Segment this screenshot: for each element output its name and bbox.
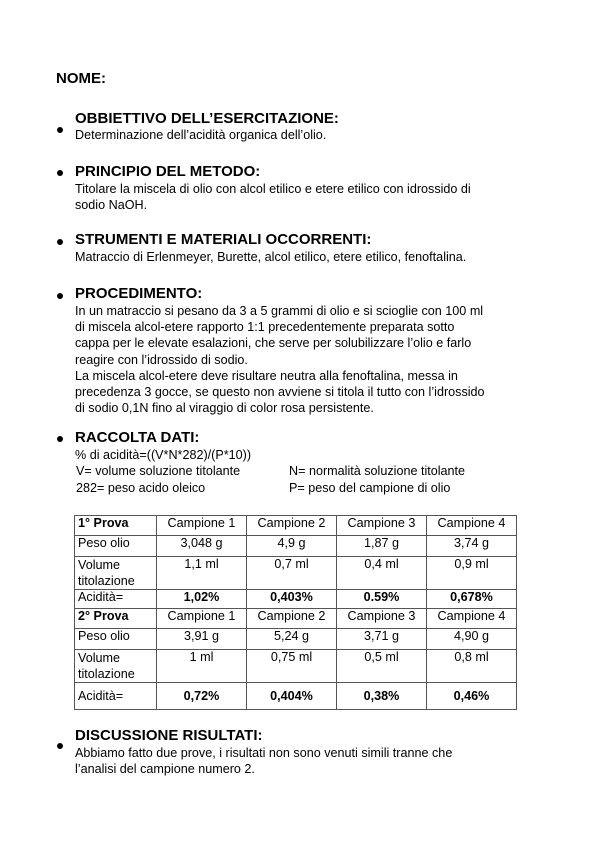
row-label-line: Volume [78,651,121,665]
section-title: DISCUSSIONE RISULTATI: [75,727,263,744]
section-title: RACCOLTA DATI: [75,429,200,446]
text-line: sodio NaOH. [75,198,148,213]
section-title: PRINCIPIO DEL METODO: [75,163,261,180]
section-title: PROCEDIMENTO: [75,285,203,302]
definitions [76,463,496,497]
table-row [75,683,517,710]
trial-label: 1° Prova [75,516,157,536]
table-cell: 3,71 g [337,629,427,650]
section-body [75,181,550,213]
def-n: N= normalità soluzione titolante [289,464,466,478]
text-line: l’analisi del campione numero 2. [75,762,255,777]
campione-header: Campione 4 [427,609,517,629]
table-row [75,650,517,683]
def-p: P= peso del campione di olio [289,481,451,495]
table-row [75,536,517,557]
text-line: cappa per le elevate esalazioni, che serve per solubilizzare l’olio e farlo [75,336,472,351]
table-cell: 1 ml [157,650,247,683]
table-cell: 0,4 ml [337,557,427,590]
formula-text: % di acidità=((V*N*282)/(P*10)) [75,448,252,462]
row-label: Peso olio [75,536,157,557]
results-table [74,515,517,710]
trial-label: 2° Prova [75,609,157,629]
bullet-icon [57,127,63,133]
bullet-icon [57,436,63,442]
row-label-line: Volume [78,558,121,572]
row-label: Peso olio [75,629,157,650]
campione-header: Campione 3 [337,609,427,629]
bullet-icon [57,293,63,299]
section-title: OBBIETTIVO DELL’ESERCITAZIONE: [75,110,339,127]
bullet-icon [57,170,63,176]
row-label-line: titolazione [78,574,135,588]
table-cell: 3,91 g [157,629,247,650]
table-cell: 0,404% [247,683,337,710]
formula [75,447,550,463]
row-label: Acidità= [75,590,157,609]
table-cell: 3,74 g [427,536,517,557]
section-body [75,249,550,265]
table-cell: 0,8 ml [427,650,517,683]
nome-label: NOME: [56,70,106,87]
table-cell: 0.59% [337,590,427,609]
table-cell: 0,7 ml [247,557,337,590]
text-line: Determinazione dell’acidità organica dell’olio. [75,128,327,142]
bullet-icon [57,239,63,245]
table-row [75,590,517,609]
table-cell: 0,72% [157,683,247,710]
def-282: 282= peso acido oleico [76,481,206,495]
text-line: Abbiamo fatto due prove, i risultati non sono venuti simili tranne che [75,746,453,760]
section-body [75,127,550,143]
table-cell: 5,24 g [247,629,337,650]
table-cell: 0,5 ml [337,650,427,683]
def-v: V= volume soluzione titolante [76,464,241,478]
table-cell: 0,46% [427,683,517,710]
text-line: Titolare la miscela di olio con alcol etilico e etere etilico con idrossido di [75,182,471,196]
table-cell: 1,02% [157,590,247,609]
section-title: STRUMENTI E MATERIALI OCCORRENTI: [75,231,372,248]
campione-header: Campione 1 [157,609,247,629]
table-cell: 3,048 g [157,536,247,557]
row-label [75,557,157,590]
text-line: precedenza 3 gocce, se questo non avviene si titola il tutto con l’idrossido [75,385,485,400]
bullet-icon [57,743,63,749]
row-label: Acidità= [75,683,157,710]
campione-header: Campione 2 [247,609,337,629]
campione-header: Campione 4 [427,516,517,536]
table-cell: 1,1 ml [157,557,247,590]
table-cell: 0,678% [427,590,517,609]
campione-header: Campione 1 [157,516,247,536]
section-body [75,745,550,777]
table-row [75,609,517,629]
table-cell: 0,75 ml [247,650,337,683]
text-line: di sodio 0,1N fino al viraggio di color rosa persistente. [75,401,374,416]
table-cell: 0,38% [337,683,427,710]
row-label-line: titolazione [78,667,135,681]
table-cell: 4,90 g [427,629,517,650]
table-row [75,516,517,536]
table-cell: 1,87 g [337,536,427,557]
text-line: In un matraccio si pesano da 3 a 5 grammi di olio e si scioglie con 100 ml [75,304,484,318]
table-cell: 4,9 g [247,536,337,557]
campione-header: Campione 2 [247,516,337,536]
row-label [75,650,157,683]
text-line: reagire con l’idrossido di sodio. [75,352,248,367]
campione-header: Campione 3 [337,516,427,536]
table-cell: 0,9 ml [427,557,517,590]
text-line: Matraccio di Erlenmeyer, Burette, alcol etilico, etere etilico, fenoftalina. [75,250,467,264]
text-line: La miscela alcol-etere deve risultare neutra alla fenoftalina, messa in [75,368,458,383]
table-row [75,629,517,650]
text-line: di miscela alcol-etere rapporto 1:1 precedentemente preparata sotto [75,320,455,335]
table-row [75,557,517,590]
section-body [75,303,550,416]
table-cell: 0,403% [247,590,337,609]
